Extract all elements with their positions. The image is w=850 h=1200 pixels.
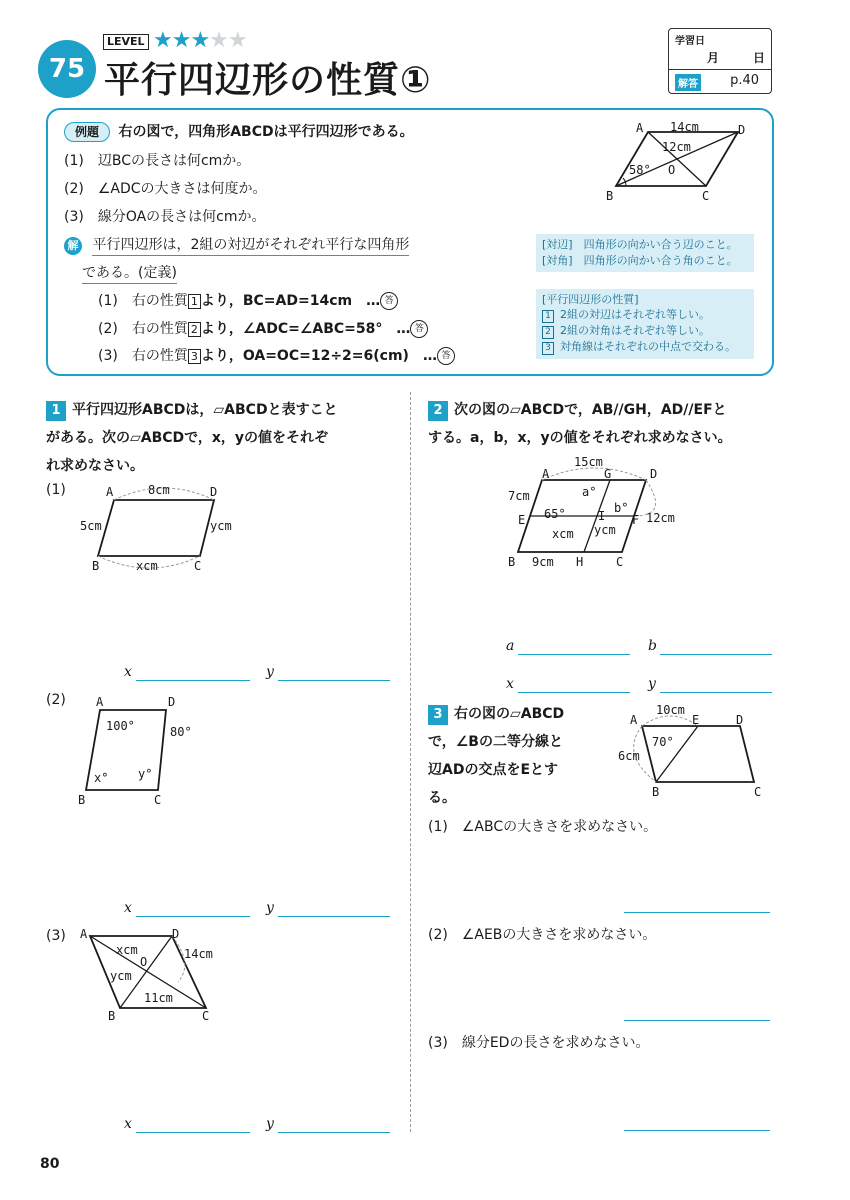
q1p1-x-answer[interactable] (136, 666, 250, 681)
property-1 (542, 307, 748, 323)
study-date-label: 学習日 (675, 36, 705, 47)
column-divider (410, 392, 411, 1132)
q3-line1-text: 右の図の▱ABCD (454, 706, 565, 722)
vertex-b: B (108, 1009, 116, 1023)
answer-page: p.40 (730, 73, 759, 88)
q1-part3-label: (3) (46, 928, 66, 944)
q2-line1-text: 次の図の▱ABCDで，AB//GH，AD//EFと (454, 402, 727, 418)
q3-sub2-answer[interactable] (624, 1006, 770, 1021)
vertex-c: C (754, 785, 762, 799)
difficulty-stars (153, 28, 247, 53)
a2-prefix: (2) 右の性質 (98, 321, 188, 337)
vertex-a: A (96, 695, 104, 709)
x-label: x (124, 900, 132, 916)
property-3-num: 3 (542, 342, 554, 355)
a3-prefix: (3) 右の性質 (98, 348, 188, 364)
label-angle: 58° (629, 163, 651, 177)
vertex-h: H (576, 555, 584, 569)
solution-answer1 (98, 290, 398, 310)
label-top: 8cm (148, 483, 170, 497)
solution-line1 (64, 234, 409, 255)
x-label: x (124, 664, 132, 680)
y-label: y (266, 900, 274, 916)
vertex-o: O (140, 955, 148, 969)
lesson-number-badge: 75 (38, 40, 96, 98)
vertex-c: C (202, 1009, 210, 1023)
q1-line1-text: 平行四辺形ABCDは，▱ABCDと表すこと (72, 402, 338, 418)
vertex-b: B (508, 555, 516, 569)
q3-sub1-answer[interactable] (624, 898, 770, 913)
a3-num: 3 (188, 349, 201, 364)
a3-suffix: より，OA=OC=12÷2=6(cm) … (200, 348, 437, 364)
property-2 (542, 323, 748, 339)
star-filled-icon: ★★★ (153, 28, 210, 53)
label-top-side: 14cm (670, 120, 699, 134)
label-ab: 6cm (618, 749, 640, 763)
example-q1: (1) 辺BCの長さは何cmか。 (64, 153, 251, 169)
q2-a-answer[interactable] (518, 640, 630, 655)
label-y: ycm (594, 523, 616, 537)
example-prompt-row (64, 121, 414, 142)
property-3 (542, 339, 748, 355)
q3-line3: 辺ADの交点をEとす (428, 762, 559, 778)
q3-figure (616, 700, 776, 800)
study-date-month-day (673, 49, 765, 66)
property-1-text: 2組の対辺はそれぞれ等しい。 (560, 308, 710, 321)
vertex-d: D (738, 123, 746, 137)
y-label: y (266, 1116, 274, 1132)
y-label: y (266, 664, 274, 680)
answer-label: 解答 (675, 74, 701, 91)
solution-line2 (82, 262, 177, 282)
b-label: b (648, 638, 657, 654)
q1-line3: れ求めなさい。 (46, 458, 144, 474)
page-title: 平行四辺形の性質① (104, 60, 432, 101)
label-top: 15cm (574, 455, 603, 469)
vertex-d: D (210, 485, 218, 499)
solution-answer2 (98, 318, 428, 338)
properties-note (536, 289, 754, 359)
q1p2-y-answer[interactable] (278, 902, 390, 917)
question-3-number: 3 (428, 705, 448, 725)
definition-angle: [対角] 四角形の向かい合う角のこと。 (542, 254, 738, 267)
answer-mark-icon: 答 (410, 320, 428, 338)
a-label: a (506, 638, 515, 654)
angle-x: x° (94, 771, 109, 785)
label-ae: 10cm (656, 703, 685, 717)
label-bh: 9cm (532, 555, 554, 569)
a2-num: 2 (188, 322, 201, 337)
solution-text2: である。(定義) (82, 265, 177, 284)
star-empty-icon: ★★ (209, 28, 247, 53)
question-3-text (428, 700, 608, 812)
month-label: 月 (706, 51, 719, 65)
q1-line1 (46, 396, 406, 424)
label-diag: 14cm (184, 947, 213, 961)
vertex-d: D (650, 467, 658, 481)
study-date-box (668, 28, 772, 94)
label-bc: 11cm (144, 991, 173, 1005)
example-q3: (3) 線分OAの長さは何cmか。 (64, 209, 266, 225)
q2-x-answer[interactable] (518, 678, 630, 693)
a1-num: 1 (188, 294, 201, 309)
property-1-num: 1 (542, 310, 554, 323)
question-1-text (46, 396, 406, 480)
property-2-num: 2 (542, 326, 554, 339)
vertex-b: B (92, 559, 100, 573)
example-q2: (2) ∠ADCの大きさは何度か。 (64, 181, 267, 197)
arc-ae (642, 716, 698, 726)
q1-part2-label: (2) (46, 692, 66, 708)
label-diagonal: 12cm (662, 140, 691, 154)
label-fc: 12cm (646, 511, 675, 525)
q3-sub3: (3) 線分EDの長さを求めなさい。 (428, 1035, 650, 1051)
vertex-d: D (736, 713, 744, 727)
q2-b-answer[interactable] (660, 640, 772, 655)
vertex-d: D (172, 927, 180, 941)
vertex-b: B (606, 189, 614, 203)
q1-line2: がある。次の▱ABCDで，x，yの値をそれぞ (46, 430, 329, 446)
definition-side: [対辺] 四角形の向かい合う辺のこと。 (542, 238, 738, 251)
vertex-c: C (154, 793, 162, 807)
vertex-a: A (80, 927, 88, 941)
answer-mark-icon: 答 (380, 292, 398, 310)
vertex-a: A (636, 121, 644, 135)
y-label: y (648, 676, 656, 692)
date-box-divider (669, 69, 771, 70)
vertex-b: B (78, 793, 86, 807)
q2-y-answer[interactable] (660, 678, 772, 693)
definition-note (536, 234, 754, 272)
q3-line2: で，∠Bの二等分線と (428, 734, 563, 750)
x-label: x (506, 676, 514, 692)
q2-figure (500, 452, 700, 572)
q1p3-x-answer[interactable] (136, 1118, 250, 1133)
q3-line1 (428, 700, 608, 728)
vertex-c: C (194, 559, 202, 573)
vertex-c: C (702, 189, 710, 203)
label-ae: 7cm (508, 489, 530, 503)
vertex-a: A (542, 467, 550, 481)
q1p3-y-answer[interactable] (278, 1118, 390, 1133)
vertex-e: E (692, 713, 700, 727)
label-angle: 65° (544, 507, 566, 521)
q3-sub3-answer[interactable] (624, 1116, 770, 1131)
answer-mark-icon: 答 (437, 347, 455, 365)
a1-prefix: (1) 右の性質 (98, 293, 188, 309)
vertex-e: E (518, 513, 526, 527)
vertex-b: B (652, 785, 660, 799)
q1-part1-figure (70, 478, 250, 578)
solution-icon: 解 (64, 237, 82, 255)
a1-suffix: より，BC=AD=14cm … (200, 293, 381, 309)
q1-part3-figure (74, 924, 244, 1024)
page-number: 80 (40, 1156, 60, 1172)
vertex-d: D (168, 695, 176, 709)
question-1-number: 1 (46, 401, 66, 421)
solution-text1: 平行四辺形は，2組の対辺がそれぞれ平行な四角形 (92, 237, 409, 256)
q1p1-y-answer[interactable] (278, 666, 390, 681)
label-bottom: xcm (136, 559, 158, 573)
example-tag: 例題 (64, 122, 110, 142)
label-a: a° (582, 485, 597, 499)
q3-sub2: (2) ∠AEBの大きさを求めなさい。 (428, 927, 657, 943)
property-3-text: 対角線はそれぞれの中点で交わる。 (560, 340, 736, 353)
label-x: xcm (552, 527, 574, 541)
properties-title: [平行四辺形の性質] (542, 293, 639, 306)
label-left: 5cm (80, 519, 102, 533)
property-2-text: 2組の対角はそれぞれ等しい。 (560, 324, 710, 337)
vertex-f: F (632, 513, 640, 527)
q1p1-parallelogram (98, 500, 214, 556)
vertex-a: A (630, 713, 638, 727)
solution-answer3 (98, 345, 455, 365)
question-2-text (428, 396, 788, 452)
q1-part2-figure (70, 690, 210, 810)
x-label: x (124, 1116, 132, 1132)
arc-top (542, 468, 646, 480)
vertex-c: C (616, 555, 624, 569)
vertex-o: O (668, 163, 676, 177)
angle-y: y° (138, 767, 153, 781)
q3-sub1: (1) ∠ABCの大きさを求めなさい。 (428, 819, 658, 835)
vertex-a: A (106, 485, 114, 499)
vertex-i: I (598, 509, 606, 523)
q2-line1 (428, 396, 788, 424)
question-2-number: 2 (428, 401, 448, 421)
q3-line4: る。 (428, 790, 456, 806)
q2-line2: する。a，b，x，yの値をそれぞれ求めなさい。 (428, 430, 732, 446)
example-parallelogram-figure (596, 118, 766, 206)
q1p2-x-answer[interactable] (136, 902, 250, 917)
angle-d: 80° (170, 725, 192, 739)
label-y: ycm (110, 969, 132, 983)
label-angle: 70° (652, 735, 674, 749)
label-right: ycm (210, 519, 232, 533)
vertex-g: G (604, 467, 612, 481)
example-prompt: 右の図で，四角形ABCDは平行四辺形である。 (118, 124, 414, 140)
a2-suffix: より，∠ADC=∠ABC=58° … (200, 321, 411, 337)
level-label: LEVEL (103, 34, 149, 50)
angle-a: 100° (106, 719, 135, 733)
label-x: xcm (116, 943, 138, 957)
q1-part1-label: (1) (46, 482, 66, 498)
label-b: b° (614, 501, 629, 515)
day-label: 日 (752, 51, 765, 65)
